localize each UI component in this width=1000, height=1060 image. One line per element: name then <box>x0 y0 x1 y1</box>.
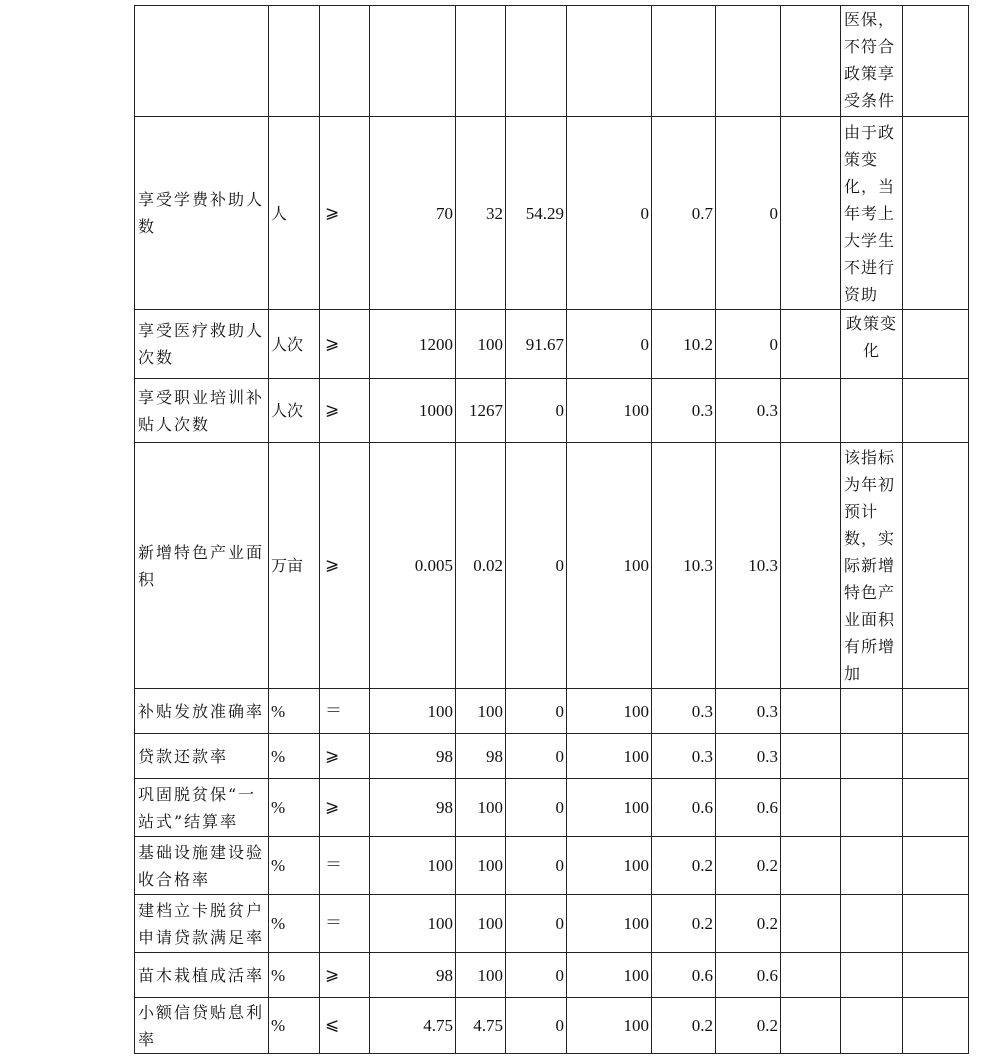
blank-cell <box>903 953 969 998</box>
actual-value-cell: 100 <box>456 689 506 734</box>
blank-cell <box>781 689 841 734</box>
comparison-operator-cell: ＝ <box>320 689 370 734</box>
actual-value-cell: 1267 <box>456 379 506 443</box>
note-cell <box>841 117 903 310</box>
weight-cell: 0.3 <box>652 734 716 779</box>
comparison-operator-cell: ⩾ <box>320 779 370 837</box>
note-cell <box>841 379 903 443</box>
score-cell: 0.2 <box>716 998 781 1054</box>
unit-cell <box>269 6 320 117</box>
note-cell <box>841 998 903 1054</box>
actual-value-cell: 0.02 <box>456 443 506 689</box>
actual-value-cell: 100 <box>456 895 506 953</box>
comparison-operator-cell: ＝ <box>320 895 370 953</box>
comparison-operator-cell <box>320 6 370 117</box>
note-cell <box>841 953 903 998</box>
indicator-cell: 巩固脱贫保“一站式”结算率 <box>135 779 269 837</box>
note-cell <box>841 689 903 734</box>
value-cell-3: 0 <box>506 379 567 443</box>
blank-cell <box>903 310 969 379</box>
blank-cell <box>903 895 969 953</box>
value-cell-3: 0 <box>506 779 567 837</box>
table-row <box>135 6 969 117</box>
score-cell: 0.6 <box>716 953 781 998</box>
indicator-cell: 基础设施建设验收合格率 <box>135 837 269 895</box>
comparison-operator-cell: ⩾ <box>320 379 370 443</box>
indicator-cell: 小额信贷贴息利率 <box>135 998 269 1054</box>
table-row <box>135 310 969 379</box>
table-row <box>135 953 969 998</box>
target-value-cell: 100 <box>370 837 456 895</box>
note-text: 该指标为年初预计数，实际新增特色产业面积有所增加 <box>844 448 896 683</box>
indicator-cell <box>135 6 269 117</box>
blank-cell <box>781 6 841 117</box>
value-cell-3: 0 <box>506 689 567 734</box>
unit-cell: % <box>269 895 320 953</box>
weight-cell: 0.2 <box>652 837 716 895</box>
value-cell-4: 100 <box>567 734 652 779</box>
score-cell: 0.2 <box>716 895 781 953</box>
unit-cell: 人次 <box>269 310 320 379</box>
value-cell-3: 54.29 <box>506 117 567 310</box>
actual-value-cell <box>456 6 506 117</box>
comparison-operator-cell: ⩾ <box>320 953 370 998</box>
target-value-cell: 0.005 <box>370 443 456 689</box>
value-cell-4: 0 <box>567 117 652 310</box>
value-cell-3: 91.67 <box>506 310 567 379</box>
comparison-operator-cell: ＝ <box>320 837 370 895</box>
target-value-cell: 1000 <box>370 379 456 443</box>
note-cell <box>841 310 903 379</box>
indicator-cell: 补贴发放准确率 <box>135 689 269 734</box>
unit-cell: % <box>269 734 320 779</box>
blank-cell <box>781 895 841 953</box>
indicator-cell: 享受学费补助人数 <box>135 117 269 310</box>
comparison-operator-cell: ⩾ <box>320 310 370 379</box>
table-row <box>135 998 969 1054</box>
value-cell-3: 0 <box>506 734 567 779</box>
target-value-cell: 4.75 <box>370 998 456 1054</box>
score-cell: 10.3 <box>716 443 781 689</box>
note-cell <box>841 6 903 117</box>
blank-cell <box>781 310 841 379</box>
weight-cell: 0.6 <box>652 953 716 998</box>
indicator-cell: 享受医疗救助人次数 <box>135 310 269 379</box>
blank-cell <box>903 779 969 837</box>
comparison-operator-cell: ⩽ <box>320 998 370 1054</box>
table-row <box>135 689 969 734</box>
weight-cell <box>652 6 716 117</box>
value-cell-3: 0 <box>506 837 567 895</box>
blank-cell <box>781 953 841 998</box>
score-cell: 0.3 <box>716 379 781 443</box>
value-cell-3: 0 <box>506 953 567 998</box>
value-cell-4: 100 <box>567 953 652 998</box>
weight-cell: 0.2 <box>652 998 716 1054</box>
note-cell <box>841 895 903 953</box>
weight-cell: 0.7 <box>652 117 716 310</box>
comparison-operator-cell: ⩾ <box>320 734 370 779</box>
blank-cell <box>903 379 969 443</box>
target-value-cell: 100 <box>370 895 456 953</box>
value-cell-3: 0 <box>506 443 567 689</box>
unit-cell: % <box>269 689 320 734</box>
actual-value-cell: 32 <box>456 117 506 310</box>
blank-cell <box>781 837 841 895</box>
weight-cell: 0.3 <box>652 689 716 734</box>
target-value-cell: 98 <box>370 953 456 998</box>
weight-cell: 0.3 <box>652 379 716 443</box>
value-cell-3: 0 <box>506 998 567 1054</box>
note-text: 医保，不符合政策享受条件 <box>844 10 896 110</box>
weight-cell: 0.2 <box>652 895 716 953</box>
target-value-cell: 98 <box>370 779 456 837</box>
actual-value-cell: 100 <box>456 837 506 895</box>
actual-value-cell: 100 <box>456 953 506 998</box>
table-row <box>135 895 969 953</box>
note-cell <box>841 837 903 895</box>
score-cell: 0 <box>716 310 781 379</box>
table-row <box>135 443 969 689</box>
score-cell: 0 <box>716 117 781 310</box>
score-cell: 0.3 <box>716 734 781 779</box>
target-value-cell <box>370 6 456 117</box>
actual-value-cell: 100 <box>456 310 506 379</box>
blank-cell <box>781 379 841 443</box>
score-cell <box>716 6 781 117</box>
unit-cell: 人次 <box>269 379 320 443</box>
note-text: 由于政策变化，当年考上大学生不进行资助 <box>844 122 896 304</box>
unit-cell: % <box>269 998 320 1054</box>
table-row <box>135 734 969 779</box>
actual-value-cell: 98 <box>456 734 506 779</box>
target-value-cell: 1200 <box>370 310 456 379</box>
target-value-cell: 98 <box>370 734 456 779</box>
blank-cell <box>781 779 841 837</box>
unit-cell: % <box>269 779 320 837</box>
value-cell-4: 100 <box>567 379 652 443</box>
blank-cell <box>903 117 969 310</box>
comparison-operator-cell: ⩾ <box>320 117 370 310</box>
note-cell <box>841 734 903 779</box>
table-row <box>135 379 969 443</box>
indicator-cell: 新增特色产业面积 <box>135 443 269 689</box>
indicator-cell: 贷款还款率 <box>135 734 269 779</box>
indicator-cell: 建档立卡脱贫户申请贷款满足率 <box>135 895 269 953</box>
score-cell: 0.3 <box>716 689 781 734</box>
comparison-operator-cell: ⩾ <box>320 443 370 689</box>
table-row <box>135 117 969 310</box>
value-cell-4 <box>567 6 652 117</box>
value-cell-3 <box>506 6 567 117</box>
weight-cell: 0.6 <box>652 779 716 837</box>
unit-cell: % <box>269 837 320 895</box>
value-cell-4: 100 <box>567 779 652 837</box>
score-cell: 0.6 <box>716 779 781 837</box>
blank-cell <box>781 117 841 310</box>
blank-cell <box>903 998 969 1054</box>
blank-cell <box>903 443 969 689</box>
value-cell-4: 100 <box>567 837 652 895</box>
unit-cell: 万亩 <box>269 443 320 689</box>
value-cell-4: 100 <box>567 443 652 689</box>
blank-cell <box>781 998 841 1054</box>
blank-cell <box>903 6 969 117</box>
unit-cell: % <box>269 953 320 998</box>
value-cell-3: 0 <box>506 895 567 953</box>
blank-cell <box>903 734 969 779</box>
blank-cell <box>903 837 969 895</box>
score-cell: 0.2 <box>716 837 781 895</box>
indicator-cell: 苗木栽植成活率 <box>135 953 269 998</box>
unit-cell: 人 <box>269 117 320 310</box>
table-row <box>135 779 969 837</box>
actual-value-cell: 100 <box>456 779 506 837</box>
note-text: 政策变化 <box>845 314 897 360</box>
table-row <box>135 837 969 895</box>
value-cell-4: 100 <box>567 689 652 734</box>
blank-cell <box>903 689 969 734</box>
weight-cell: 10.2 <box>652 310 716 379</box>
value-cell-4: 0 <box>567 310 652 379</box>
actual-value-cell: 4.75 <box>456 998 506 1054</box>
blank-cell <box>781 734 841 779</box>
weight-cell: 10.3 <box>652 443 716 689</box>
value-cell-4: 100 <box>567 895 652 953</box>
note-cell <box>841 779 903 837</box>
blank-cell <box>781 443 841 689</box>
target-value-cell: 70 <box>370 117 456 310</box>
value-cell-4: 100 <box>567 998 652 1054</box>
performance-indicator-table <box>134 5 969 1054</box>
note-cell <box>841 443 903 689</box>
target-value-cell: 100 <box>370 689 456 734</box>
indicator-cell: 享受职业培训补贴人次数 <box>135 379 269 443</box>
